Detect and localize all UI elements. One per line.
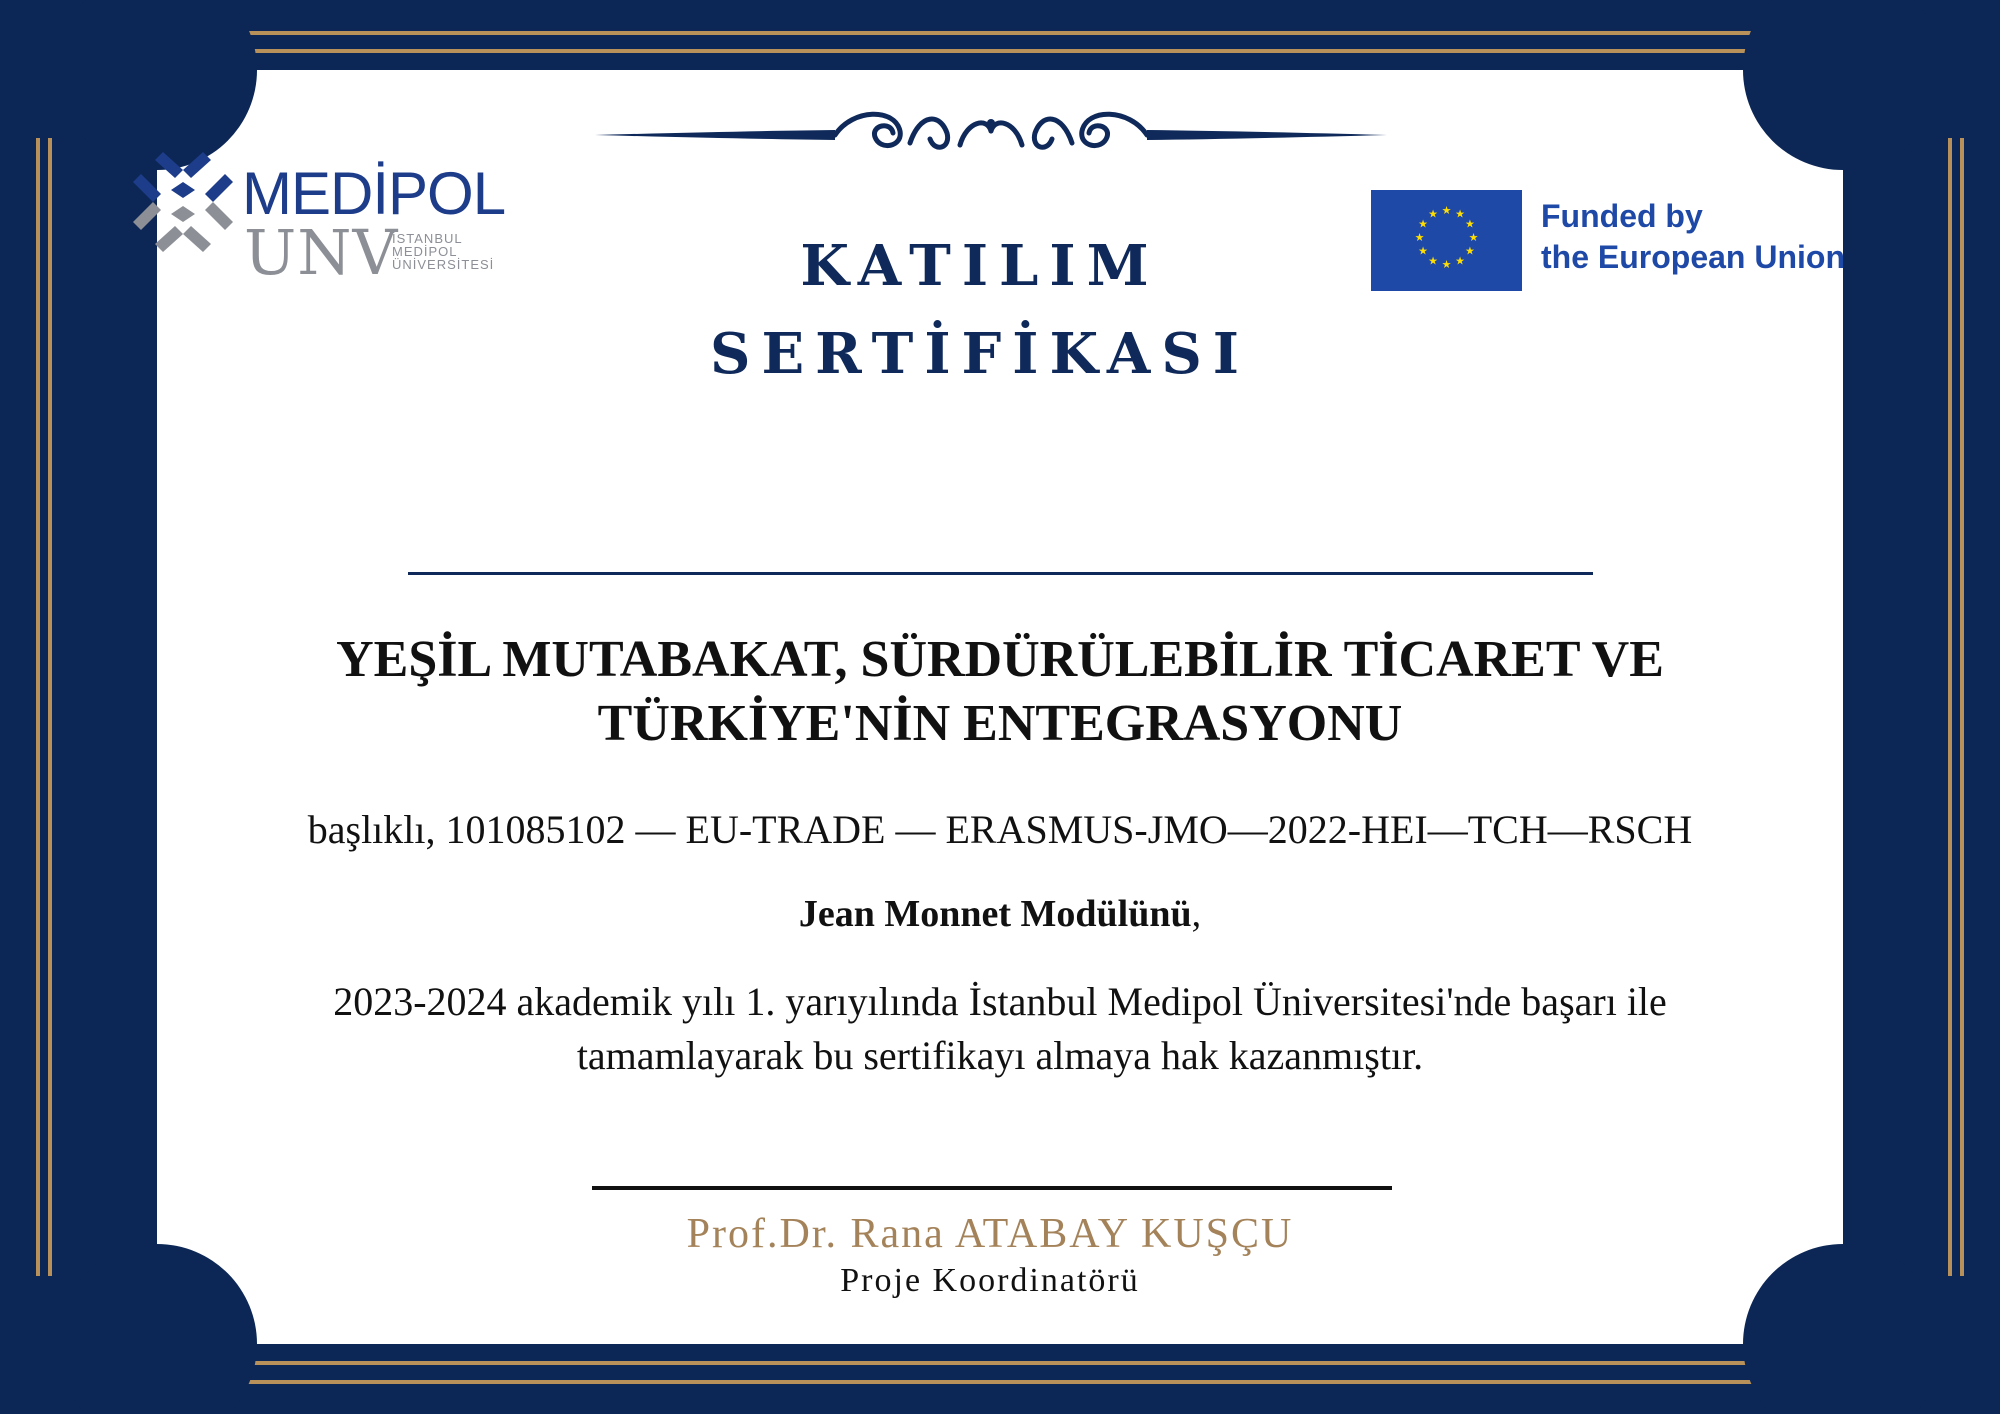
bottom-gold-rule-inner <box>163 1380 1838 1384</box>
eu-line-1: Funded by <box>1541 198 1703 234</box>
top-gold-rule <box>163 31 1838 35</box>
signature-line <box>592 1186 1392 1190</box>
svg-text:★: ★ <box>1455 254 1465 268</box>
module-line <box>160 892 1840 936</box>
signatory-name: Prof.Dr. Rana ATABAY KUŞÇU <box>686 1211 1294 1257</box>
right-gold-rule <box>1948 138 1952 1276</box>
svg-text:★: ★ <box>1418 244 1429 258</box>
bottom-gold-rule <box>163 1361 1838 1365</box>
top-gold-rule-inner <box>163 49 1838 53</box>
left-gold-rule-inner <box>48 138 52 1276</box>
medipol-subtitle <box>392 232 494 271</box>
eu-funding-text <box>1541 196 1845 278</box>
subject-line-1: YEŞİL MUTABAKAT, SÜRDÜRÜLEBİLİR TİCARET VE <box>336 631 1664 688</box>
svg-text:★: ★ <box>1441 258 1452 271</box>
medipol-sub-line-2: MEDİPOL <box>392 244 458 259</box>
svg-text:★: ★ <box>1464 244 1475 258</box>
project-code: başlıklı, 101085102 — EU-TRADE — ERASMUS-JMO—2022-HEI—TCH—RSCH <box>307 807 1693 852</box>
right-gold-rule-inner <box>1960 138 1964 1276</box>
recipient-name-line <box>408 572 1593 575</box>
svg-text:★: ★ <box>1418 217 1429 231</box>
signatory-role: Proje Koordinatörü <box>840 1262 1140 1299</box>
svg-text:★: ★ <box>1468 231 1479 244</box>
module-suffix: , <box>1191 893 1202 935</box>
body-line-1: 2023-2024 akademik yılı 1. yarıyılında İstanbul Medipol Üniversitesi'nde başarı ile <box>333 979 1667 1024</box>
eu-line-2: the European Union <box>1541 239 1845 275</box>
flourish-ornament <box>595 103 1387 163</box>
medipol-logo-mark <box>133 152 233 252</box>
module-name: Jean Monnet Modülünü <box>798 893 1192 935</box>
svg-text:★: ★ <box>1428 254 1438 268</box>
medipol-unv: UNV <box>244 216 399 289</box>
certificate-body <box>160 975 1840 1083</box>
eu-stars-icon <box>1371 190 1522 291</box>
title-line-2: SERTİFİKASI <box>710 321 1250 387</box>
title-line-1: KATILIM <box>800 233 1160 299</box>
svg-text:★: ★ <box>1428 207 1438 221</box>
svg-text:★: ★ <box>1441 204 1452 217</box>
svg-text:★: ★ <box>1455 207 1465 221</box>
left-gold-rule <box>36 138 40 1276</box>
subject-line-2: TÜRKİYE'NİN ENTEGRASYONU <box>597 695 1403 752</box>
medipol-sub-line-1: İSTANBUL <box>392 231 463 246</box>
eu-flag <box>1371 190 1522 291</box>
svg-text:★: ★ <box>1464 217 1475 231</box>
body-line-2: tamamlayarak bu sertifikayı almaya hak kazanmıştır. <box>576 1033 1424 1078</box>
certificate-title <box>580 222 1380 398</box>
medipol-sub-line-3: ÜNİVERSİTESİ <box>392 257 495 272</box>
course-subject <box>160 628 1840 756</box>
medipol-wordmark: MEDİPOL <box>242 160 506 227</box>
svg-text:★: ★ <box>1414 231 1425 244</box>
